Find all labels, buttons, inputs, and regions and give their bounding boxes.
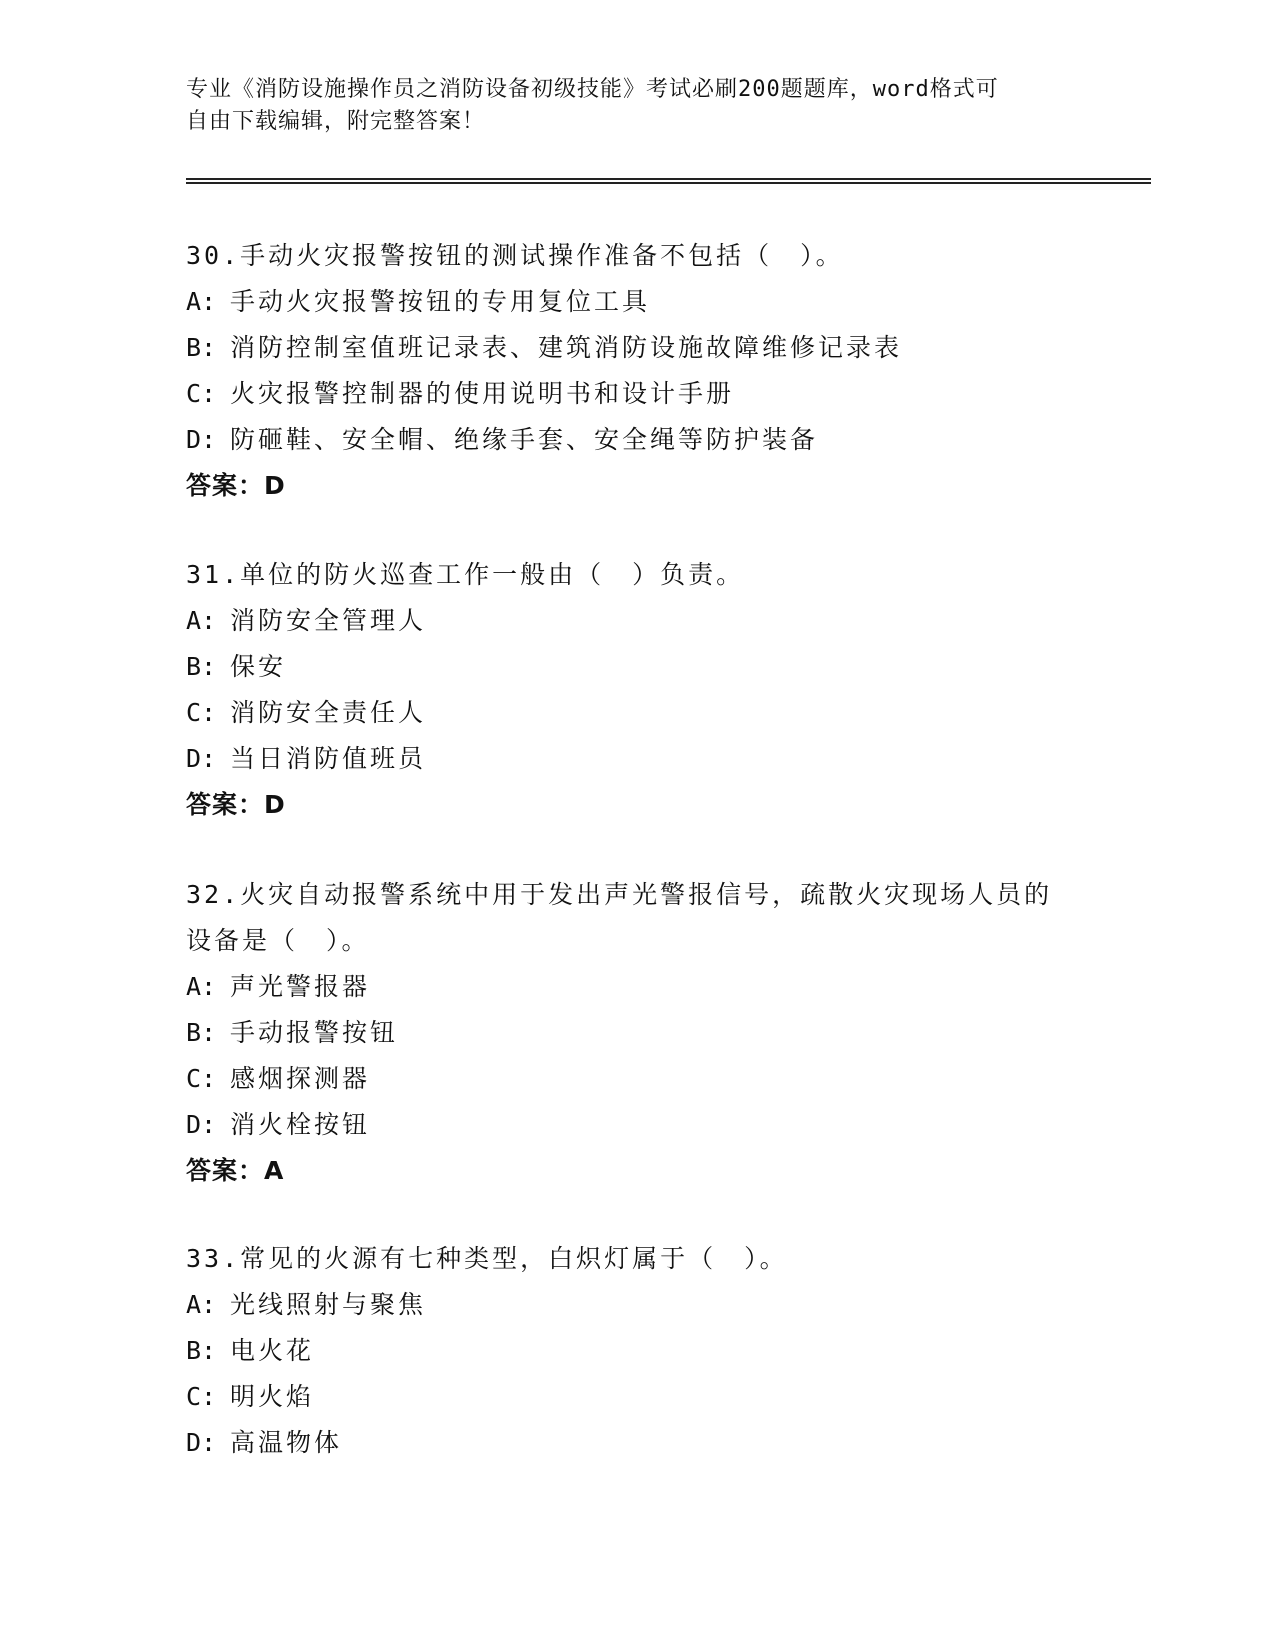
header-line-2: 自由下载编辑，附完整答案！ xyxy=(186,109,486,134)
option-text: 手动火灾报警按钮的专用复位工具 xyxy=(230,287,651,316)
header-divider-top xyxy=(186,178,1151,180)
option-b xyxy=(186,325,1086,371)
option-label: B: xyxy=(186,1336,217,1365)
option-c xyxy=(186,1056,1086,1102)
option-label: A: xyxy=(186,1290,217,1319)
option-b xyxy=(186,1010,1086,1056)
option-text: 手动报警按钮 xyxy=(230,1018,399,1047)
option-c xyxy=(186,1374,1086,1420)
option-text: 防砸鞋、安全帽、绝缘手套、安全绳等防护装备 xyxy=(230,425,819,454)
option-text: 感烟探测器 xyxy=(230,1064,371,1093)
option-label: D: xyxy=(186,1110,217,1139)
answer: 答案：A xyxy=(186,1156,285,1185)
option-b xyxy=(186,1328,1086,1374)
option-label: A: xyxy=(186,287,217,316)
option-d xyxy=(186,1420,1086,1466)
option-text: 消火栓按钮 xyxy=(230,1110,371,1139)
option-d xyxy=(186,417,1086,463)
question-stem: 30.手动火灾报警按钮的测试操作准备不包括（ ）。 xyxy=(186,241,844,270)
question-stem: 31.单位的防火巡查工作一般由（ ）负责。 xyxy=(186,560,745,589)
question-stem: 32.火灾自动报警系统中用于发出声光警报信号，疏散火灾现场人员的 xyxy=(186,880,1053,909)
option-b xyxy=(186,644,1086,690)
option-text: 当日消防值班员 xyxy=(230,744,427,773)
option-text: 消防安全管理人 xyxy=(230,606,427,635)
option-c xyxy=(186,690,1086,736)
option-d xyxy=(186,736,1086,782)
option-label: A: xyxy=(186,606,217,635)
option-text: 明火焰 xyxy=(230,1382,315,1411)
option-a xyxy=(186,598,1086,644)
option-label: D: xyxy=(186,1428,217,1457)
option-label: D: xyxy=(186,744,217,773)
header-line-1: 专业《消防设施操作员之消防设备初级技能》考试必刷200题题库，word格式可 xyxy=(186,77,999,102)
option-text: 高温物体 xyxy=(230,1428,343,1457)
question-30 xyxy=(186,233,1086,509)
question-stem: 33.常见的火源有七种类型，白炽灯属于（ ）。 xyxy=(186,1244,788,1273)
option-label: A: xyxy=(186,972,217,1001)
option-label: B: xyxy=(186,652,217,681)
option-label: B: xyxy=(186,1018,217,1047)
answer: 答案：D xyxy=(186,471,286,500)
option-label: C: xyxy=(186,1064,217,1093)
option-text: 电火花 xyxy=(230,1336,315,1365)
option-label: C: xyxy=(186,379,217,408)
option-label: D: xyxy=(186,425,217,454)
option-text: 保安 xyxy=(230,652,287,681)
question-33 xyxy=(186,1236,1086,1466)
option-label: C: xyxy=(186,698,217,727)
question-31 xyxy=(186,552,1086,828)
option-d xyxy=(186,1102,1086,1148)
answer: 答案：D xyxy=(186,790,286,819)
option-a xyxy=(186,1282,1086,1328)
option-label: B: xyxy=(186,333,217,362)
option-text: 火灾报警控制器的使用说明书和设计手册 xyxy=(230,379,735,408)
document-header xyxy=(186,74,1086,138)
question-32 xyxy=(186,872,1086,1194)
option-a xyxy=(186,279,1086,325)
option-text: 消防安全责任人 xyxy=(230,698,427,727)
option-a xyxy=(186,964,1086,1010)
option-text: 消防控制室值班记录表、建筑消防设施故障维修记录表 xyxy=(230,333,903,362)
question-stem-continued: 设备是（ ）。 xyxy=(186,926,370,955)
option-c xyxy=(186,371,1086,417)
option-label: C: xyxy=(186,1382,217,1411)
option-text: 光线照射与聚焦 xyxy=(230,1290,427,1319)
option-text: 声光警报器 xyxy=(230,972,371,1001)
header-divider-bottom xyxy=(186,182,1151,184)
